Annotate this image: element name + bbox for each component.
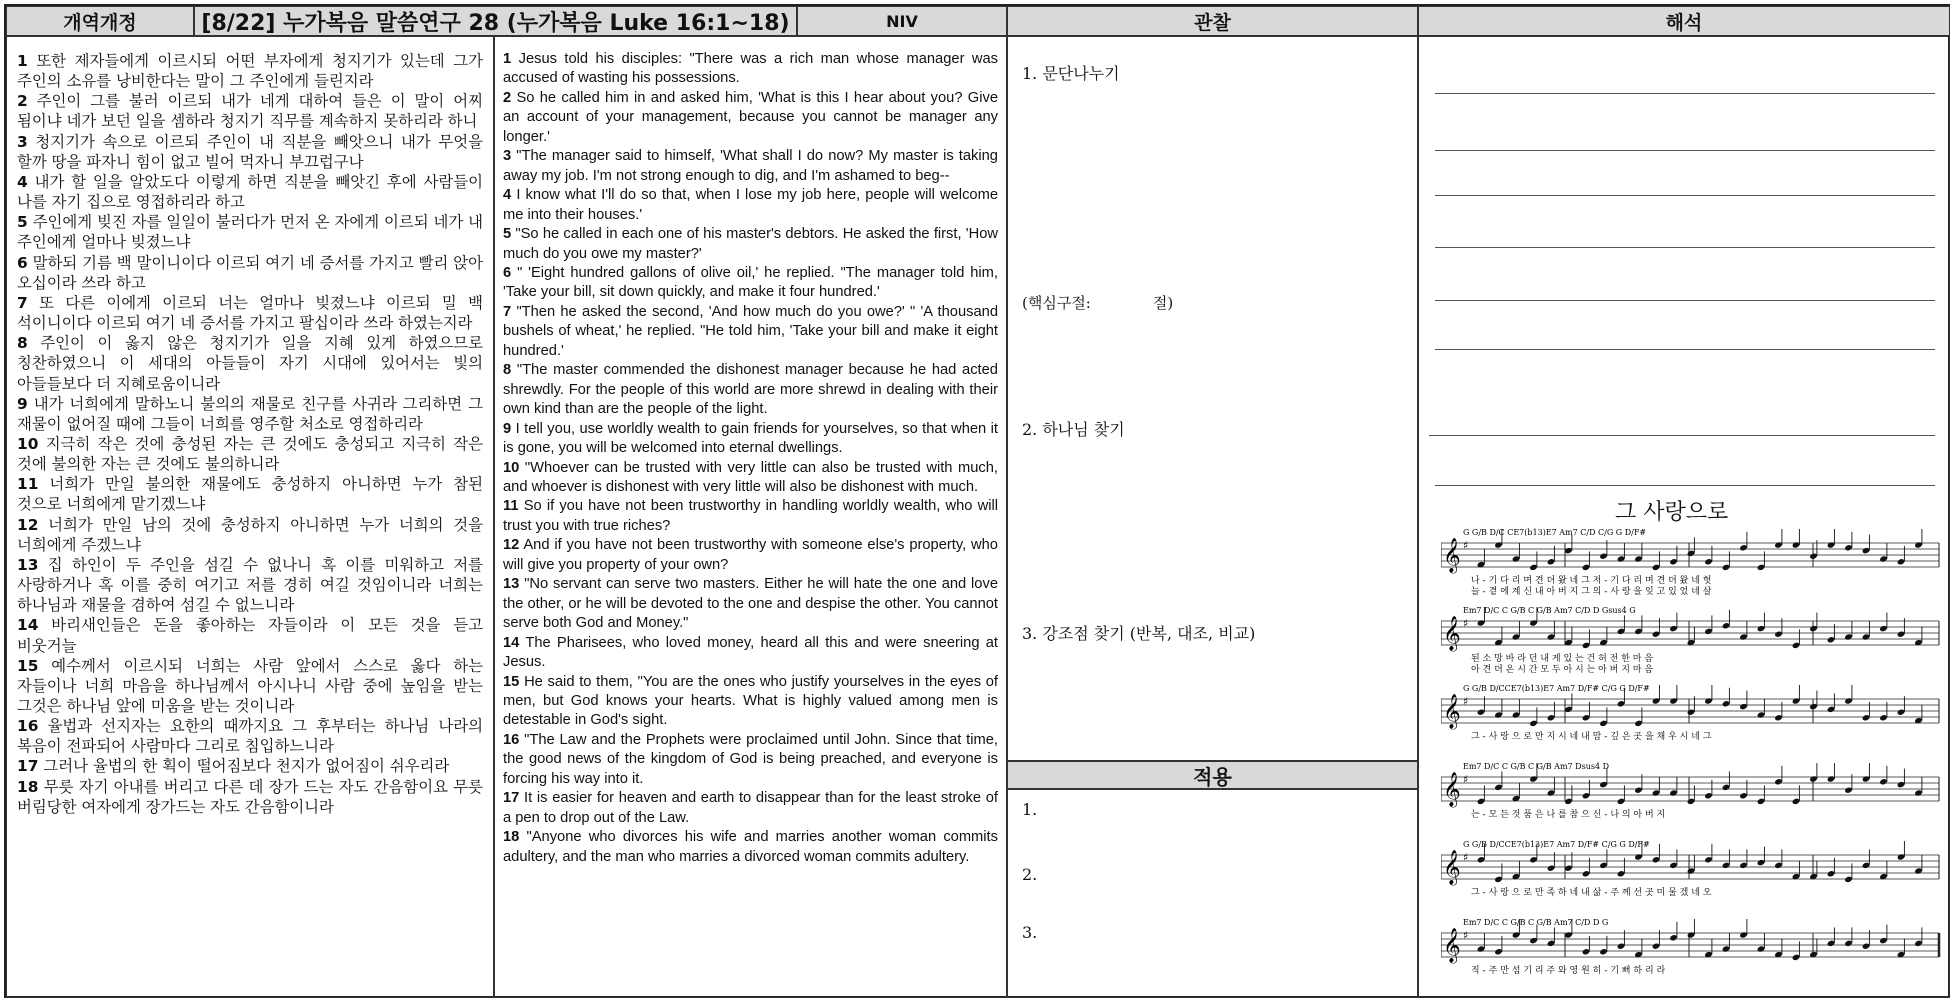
verse-number: 6: [17, 253, 28, 272]
verse-text: 또한 제자들에게 이르시되 어떤 부자에게 청지기가 있는데 그가 주인의 소유를 낭비한다는 말이 그 주인에게 들린지라: [17, 52, 483, 91]
english-verse: [503, 50, 998, 89]
verse-number: 8: [503, 362, 512, 379]
music-system: [1441, 762, 1939, 820]
verse-number: 13: [503, 576, 520, 593]
korean-verse: [17, 434, 483, 474]
korean-verse: [17, 91, 483, 131]
verse-number: 12: [17, 515, 39, 534]
observation-column: [1007, 36, 1418, 761]
verse-number: 16: [503, 731, 520, 748]
music-system: [1441, 840, 1939, 898]
korean-verse: [17, 777, 483, 817]
english-text-column: [494, 36, 1007, 998]
verse-text: 너희가 만일 남의 것에 충성하지 아니하면 누가 너희의 것을 너희에게 주겠느냐: [17, 515, 483, 554]
verse-text: "Whoever can be trusted with very little can also be trusted with much, and whoever is dishonest with very little will also be dishonest with much.: [503, 459, 998, 495]
verse-number: 13: [17, 555, 39, 574]
verse-text: 말하되 기름 백 말이니이다 이르되 여기 네 증서를 가지고 빨리 앉아 오십이라 쓰라 하고: [17, 253, 483, 292]
english-verse: [503, 147, 998, 186]
writing-line: [1435, 485, 1935, 486]
korean-verse: [17, 515, 483, 555]
verse-text: 내가 너희에게 말하노니 불의의 재물로 친구를 사귀라 그리하면 그 재물이 없어질 때에 그들이 너희를 영주할 처소로 영접하리라: [17, 394, 483, 433]
english-verse: [503, 420, 998, 459]
verse-text: I know what I'll do so that, when I lose my job here, people will welcome me into their houses.': [503, 187, 998, 223]
verse-number: 16: [17, 717, 39, 736]
chord-symbols: G G/B D/CCE7(b13)E7 Am7 D/F# C/G G D/F#: [1463, 840, 1650, 849]
chord-symbols: Em7 D/C C G/B C G/B Am7 Dsus4 D: [1463, 762, 1609, 771]
verse-number: 4: [17, 172, 28, 191]
application-item-1: 1.: [1022, 800, 1038, 819]
verse-text: I tell you, use worldly wealth to gain friends for yourselves, so that when it is gone, you will be welcomed into eternal dwellings.: [503, 420, 998, 457]
verse-text: 또 다른 이에게 이르되 너는 얼마나 빚졌느냐 이르되 밀 백 석이니이다 이르되 여기 네 증서를 가지고 팔십이라 쓰라 하였는지라: [17, 293, 483, 333]
page-title: [8/22] 누가복음 말씀연구 28 (누가복음 Luke 16:1~18): [194, 6, 797, 36]
verse-text: 내가 할 일을 알았도다 이렇게 하면 직분을 빼앗긴 후에 사람들이 나를 자기 집으로 영접하리라 하고: [17, 172, 483, 212]
verse-number: 14: [17, 616, 39, 635]
english-verse: [503, 225, 998, 264]
english-verse: [503, 361, 998, 419]
verse-number: 18: [503, 829, 520, 846]
verse-text: It is easier for heaven and earth to disappear than for the least stroke of a pen to drop out of the Law.: [503, 790, 998, 826]
verse-number: 2: [503, 89, 512, 106]
verse-text: The Pharisees, who loved money, heard all this and were sneering at Jesus.: [503, 634, 998, 671]
english-verse: [503, 497, 998, 536]
korean-verse: [17, 555, 483, 615]
lyrics-verse-1: 나 - 기 다 리 며 견 뎌 왔 네 그 저 - 기 다 리 며 견 뎌 왔 네 헛: [1471, 576, 1712, 586]
key-signature-sharp-icon: ♯: [1463, 695, 1469, 708]
music-system: [1441, 606, 1939, 675]
verse-text: 무릇 자기 아내를 버리고 다른 데 장가 드는 자도 간음함이요 무릇 버림당한 여자에게 장가드는 자도 간음함이니라: [17, 777, 483, 816]
chord-symbols: G G/B D/C CE7(b13)E7 Am7 C/D C/G G D/F#: [1463, 528, 1647, 537]
key-signature-sharp-icon: ♯: [1463, 539, 1469, 552]
treble-clef-icon: 𝄞: [1443, 850, 1461, 885]
english-verse: [503, 459, 998, 498]
english-verse: [503, 536, 998, 575]
verse-text: "The manager said to himself, 'What shall I do now? My master is taking away my job. I'm not strong enough to dig, and I'm ashamed to beg--: [503, 148, 998, 184]
treble-clef-icon: 𝄞: [1443, 694, 1461, 729]
verse-number: 10: [17, 434, 39, 453]
korean-verse: [17, 756, 483, 776]
key-signature-sharp-icon: ♯: [1463, 929, 1469, 942]
korean-verse: [17, 615, 483, 655]
chord-symbols: Em7 D/C C G/B C G/B Am7 C/D D Gsus4 G: [1463, 606, 1636, 615]
verse-number: 1: [503, 51, 512, 67]
writing-line: [1435, 195, 1935, 196]
korean-verse: [17, 656, 483, 716]
lyrics-verse-1: 그 - 사 랑 으 로 만 족 하 네 내 삶 - 주 께 선 곳 미 물 겠 네 오: [1471, 888, 1712, 898]
verse-number: 18: [17, 777, 39, 796]
sheet-music: [1441, 527, 1941, 998]
verse-text: "The Law and the Prophets were proclaimed until John. Since that time, the good news of the kingdom of God is being preached, and everyone is forcing his way into it.: [503, 731, 998, 787]
music-system: [1441, 918, 1939, 976]
treble-clef-icon: 𝄞: [1443, 538, 1461, 573]
korean-verse: [17, 172, 483, 212]
lyrics-verse-1: 직 - 주 만 섬 기 리 주 와 영 원 히 - 기 뻐 하 리 라: [1471, 966, 1666, 976]
verse-number: 15: [503, 673, 520, 690]
verse-text: 주인이 그를 불러 이르되 내가 네게 대하여 들은 이 말이 어찌 됨이냐 네가 보던 일을 셈하라 청지기 직무를 계속하지 못하리라 하니: [17, 92, 483, 131]
key-signature-sharp-icon: ♯: [1463, 851, 1469, 864]
verse-number: 12: [503, 537, 520, 554]
verse-text: Jesus told his disciples: "There was a rich man whose manager was accused of wasting his possessions.: [503, 51, 998, 87]
verse-number: 15: [17, 656, 39, 675]
verse-text: 바리새인들은 돈을 좋아하는 자들이라 이 모든 것을 듣고 비웃거늘: [17, 616, 483, 655]
application-item-2: 2.: [1022, 865, 1038, 884]
english-verse: [503, 186, 998, 225]
writing-line: [1435, 300, 1935, 301]
verse-number: 5: [17, 213, 28, 232]
chord-symbols: Em7 D/C C G/B C G/B Am7 C/D D G: [1463, 918, 1609, 927]
korean-verses: [7, 37, 493, 817]
verse-number: 7: [503, 303, 512, 320]
verse-text: "Then he asked the second, 'And how much do you owe?' " 'A thousand bushels of wheat,' he replied. "He told him, 'Take your bill and make it eight hundred.': [503, 303, 998, 359]
korean-verse: [17, 212, 483, 252]
key-verse-label: (핵심구절: 절): [1022, 294, 1174, 312]
korean-verse: [17, 293, 483, 333]
english-verse: [503, 731, 998, 789]
song-title: 그 사랑으로: [1615, 500, 1729, 525]
writing-line: [1429, 435, 1935, 436]
verse-number: 4: [503, 187, 512, 204]
verse-text: 그러나 율법의 한 획이 떨어짐보다 천지가 없어짐이 쉬우리라: [43, 757, 450, 776]
verse-text: "Anyone who divorces his wife and marries another woman commits adultery, and the man who marries a divorced woman commits adultery.: [503, 829, 998, 865]
verse-number: 2: [17, 92, 28, 111]
verse-text: 주인에게 빚진 자를 일일이 불러다가 먼저 온 자에게 이르되 네가 내 주인에게 얼마나 빚졌느냐: [17, 213, 483, 252]
korean-verse: [17, 253, 483, 293]
verse-number: 11: [503, 498, 519, 515]
verse-text: He said to them, "You are the ones who justify yourselves in the eyes of men, but God knows your hearts. What is highly valued among men is detestable in God's sight.: [503, 673, 998, 729]
korean-verse: [17, 132, 483, 172]
lyrics-verse-1: 된 소 망 바 라 던 내 게 있 는 건 허 전 한 마 음: [1471, 654, 1654, 664]
verse-number: 9: [503, 420, 512, 437]
verse-text: "The master commended the dishonest manager because he had acted shrewdly. For the people of this world are more shrewd in dealing with their own kind than are the people of the light.: [503, 362, 998, 418]
verse-text: 청지기가 속으로 이르되 주인이 내 직분을 빼앗으니 내가 무엇을 할까 땅을 파자니 힘이 없고 빌어 먹자니 부끄럽구나: [17, 132, 483, 171]
korean-verse: [17, 716, 483, 756]
treble-clef-icon: 𝄞: [1443, 928, 1461, 963]
verse-text: So he called him in and asked him, 'What is this I hear about you? Give an account of your management, because you cannot be manager any longer.': [503, 89, 998, 145]
english-verse: [503, 575, 998, 633]
lyrics-verse-1: 그 - 사 랑 으 로 만 지 시 네 내 맘 - 깊 은 곳 을 채 우 시 네 그: [1471, 732, 1712, 742]
english-verse: [503, 828, 998, 867]
verse-number: 14: [503, 634, 520, 651]
verse-text: So if you have not been trustworthy in handling worldly wealth, who will trust you with true riches?: [503, 498, 998, 534]
verse-text: " 'Eight hundred gallons of olive oil,' he replied. "The manager told him, 'Take your bill, sit down quickly, and make it four hundred.': [503, 264, 998, 301]
lyrics-verse-1: 는 - 모 든 것 품 은 나 를 참 으 신 - 나 의 아 버 지: [1471, 810, 1666, 820]
korean-text-column: [6, 36, 494, 998]
english-verse: [503, 634, 998, 673]
chord-symbols: G G/B D/CCE7(b13)E7 Am7 D/F# C/G G D/F#: [1463, 684, 1650, 693]
verse-text: 너희가 만일 불의한 재물에도 충성하지 아니하면 누가 참된 것으로 너희에게 맡기겠느냐: [17, 475, 483, 514]
interpretation-column: [1418, 36, 1950, 998]
korean-verse: [17, 333, 483, 393]
verse-number: 3: [503, 148, 512, 165]
verse-text: 주인이 이 옳지 않은 청지기가 일을 지혜 있게 하였으므로 칭찬하였으니 이 세대의 아들들이 자기 시대에 있어서는 빛의 아들들보다 더 지혜로움이니라: [17, 334, 483, 393]
header-interpretation: 해석: [1418, 6, 1950, 36]
treble-clef-icon: 𝄞: [1443, 772, 1461, 807]
verse-number: 9: [17, 394, 28, 413]
lyrics-verse-2: 아 견 뎌 온 시 간 모 두 아 시 는 아 버 지 마 음: [1471, 665, 1654, 675]
verse-number: 1: [17, 52, 28, 70]
observation-item-paragraph: 1. 문단나누기: [1022, 64, 1120, 83]
music-system: [1441, 684, 1939, 742]
verse-text: 율법과 선지자는 요한의 때까지요 그 후부터는 하나님 나라의 복음이 전파되어 사람마다 그리로 침입하느니라: [17, 717, 483, 756]
header-korean-version: 개역개정: [6, 6, 194, 36]
verse-number: 5: [503, 226, 512, 243]
korean-verse: [17, 394, 483, 434]
verse-text: 지극히 작은 것에 충성된 자는 큰 것에도 충성되고 지극히 작은 것에 불의한 자는 큰 것에도 불의하니라: [17, 434, 483, 474]
verse-number: 7: [17, 293, 28, 312]
writing-line: [1435, 247, 1935, 248]
korean-verse: [17, 51, 483, 91]
english-verse: [503, 303, 998, 361]
verse-text: And if you have not been trustworthy with someone else's property, who will give you property of your own?: [503, 537, 998, 573]
verse-text: "So he called in each one of his master's debtors. He asked the first, 'How much do you owe my master?': [503, 226, 998, 262]
header-english-version: NIV: [797, 6, 1007, 36]
key-signature-sharp-icon: ♯: [1463, 773, 1469, 786]
observation-item-find-god: 2. 하나님 찾기: [1022, 420, 1125, 439]
writing-line: [1435, 150, 1935, 151]
verse-number: 3: [17, 132, 28, 151]
lyrics-verse-2: 늘 - 곁 에 계 신 내 아 버 지 그 의 - 사 랑 을 잊 고 있 었 네 살: [1471, 587, 1712, 597]
key-signature-sharp-icon: ♯: [1463, 617, 1469, 630]
treble-clef-icon: 𝄞: [1443, 616, 1461, 651]
korean-verse: [17, 474, 483, 514]
english-verses: [495, 37, 1006, 867]
verse-number: 11: [17, 475, 39, 494]
verse-number: 17: [17, 757, 39, 776]
verse-number: 8: [17, 334, 28, 353]
music-system: [1441, 528, 1939, 597]
verse-text: 집 하인이 두 주인을 섬길 수 없나니 혹 이를 미워하고 저를 사랑하거나 혹 이를 중히 여기고 저를 경히 여길 것임이니라 너희는 하나님과 재물을 겸하여 섬길 수 없느니라: [17, 555, 483, 615]
application-header: 적용: [1007, 761, 1418, 789]
english-verse: [503, 89, 998, 147]
verse-number: 17: [503, 790, 520, 807]
verse-number: 10: [503, 459, 520, 476]
verse-number: 6: [503, 264, 512, 281]
application-column: [1007, 789, 1418, 998]
writing-line: [1435, 93, 1935, 94]
english-verse: [503, 673, 998, 731]
writing-line: [1435, 349, 1935, 350]
header-observation: 관찰: [1007, 6, 1418, 36]
english-verse: [503, 789, 998, 828]
verse-text: "No servant can serve two masters. Either he will hate the one and love the other, or he will be devoted to the one and despise the other. You cannot serve both God and Money.": [503, 576, 998, 632]
verse-text: 예수께서 이르시되 너희는 사람 앞에서 스스로 옳다 하는 자들이나 너희 마음을 하나님께서 아시나니 사람 중에 높임을 받는 그것은 하나님 앞에 미움을 받는 것이니라: [17, 656, 483, 715]
observation-item-emphasis: 3. 강조점 찾기 (반복, 대조, 비교): [1022, 624, 1256, 643]
english-verse: [503, 264, 998, 303]
application-item-3: 3.: [1022, 923, 1038, 942]
